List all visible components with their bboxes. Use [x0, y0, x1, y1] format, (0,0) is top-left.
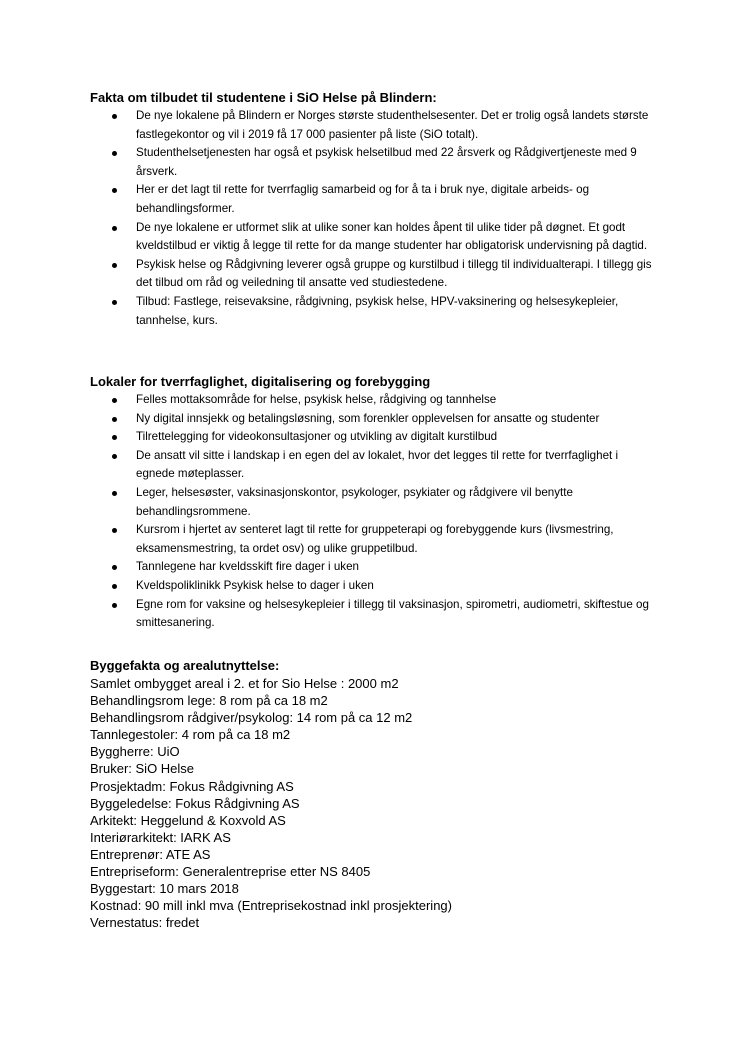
list-item: De nye lokalene på Blindern er Norges største studenthelsesenter. Det er trolig også landets største fastlegekontor og vil i 2019 få 17 000 pasienter på liste (SiO totalt). — [90, 107, 656, 144]
list-item: Leger, helsesøster, vaksinasjonskontor, psykologer, psykiater og rådgivere vil benytte behandlingsrommene. — [90, 484, 656, 521]
list-item: Felles mottaksområde for helse, psykisk helse, rådgiving og tannhelse — [90, 391, 656, 410]
fact-line: Kostnad: 90 mill inkl mva (Entreprisekostnad inkl prosjektering) — [90, 898, 452, 914]
list-item: De ansatt vil sitte i landskap i en egen del av lokalet, hvor det legges til rette for tverrfaglighet i egnede møteplasser. — [90, 447, 656, 484]
fact-line: Entrepriseform: Generalentreprise etter NS 8405 — [90, 864, 371, 880]
list-item: Her er det lagt til rette for tverrfaglig samarbeid og for å ta i bruk nye, digitale arbeids- og behandlingsformer. — [90, 181, 656, 218]
fact-line: Byggherre: UiO — [90, 744, 180, 760]
section-heading: Lokaler for tverrfaglighet, digitalisering og forebygging — [90, 374, 431, 389]
fact-line: Prosjektadm: Fokus Rådgivning AS — [90, 778, 294, 794]
fact-line: Byggestart: 10 mars 2018 — [90, 881, 239, 897]
list-item: Psykisk helse og Rådgivning leverer også gruppe og kurstilbud i tillegg til individualterapi. I tillegg gis det tilbud om råd og veiledning til ansatte ved studiestedene. — [90, 256, 656, 293]
list-item: Kursrom i hjertet av senteret lagt til rette for gruppeterapi og forebyggende kurs (livsmestring, eksamensmestring, ta ordet osv) og ulike gruppetilbud. — [90, 521, 656, 558]
list-item: Tannlegene har kveldsskift fire dager i uken — [90, 558, 656, 577]
fact-line: Vernestatus: fredet — [90, 915, 200, 931]
fact-line: Bruker: SiO Helse — [90, 761, 195, 777]
list-item: Tilbud: Fastlege, reisevaksine, rådgivning, psykisk helse, HPV-vaksinering og helsesykepleier, tannhelse, kurs. — [90, 293, 656, 330]
section-heading: Fakta om tilbudet til studentene i SiO Helse på Blindern: — [90, 90, 437, 105]
list-item: Ny digital innsjekk og betalingsløsning, som forenkler opplevelsen for ansatte og studenter — [90, 410, 656, 429]
bullet-list — [90, 391, 670, 633]
section-heading: Byggefakta og arealutnyttelse: — [90, 658, 280, 673]
fact-line: Arkitekt: Heggelund & Koxvold AS — [90, 812, 286, 828]
section-facts-offer — [90, 89, 670, 330]
fact-line: Entreprenør: ATE AS — [90, 846, 211, 862]
fact-line: Interiørarkitekt: IARK AS — [90, 829, 231, 845]
list-item: Tilrettelegging for videokonsultasjoner og utvikling av digitalt kurstilbud — [90, 428, 656, 447]
fact-line: Behandlingsrom lege: 8 rom på ca 18 m2 — [90, 693, 328, 709]
fact-line: Tannlegestoler: 4 rom på ca 18 m2 — [90, 727, 291, 743]
bullet-list — [90, 107, 670, 330]
section-building-facts — [90, 657, 670, 931]
list-item: De nye lokalene er utformet slik at ulike soner kan holdes åpent til ulike tider på døgnet. Et godt kveldstilbud er viktig å legge til rette for da mange studenter har obligatorisk undervisning på dagtid. — [90, 219, 656, 256]
list-item: Kveldspoliklinikk Psykisk helse to dager i uken — [90, 577, 656, 596]
section-premises — [90, 373, 670, 633]
fact-line: Samlet ombygget areal i 2. et for Sio Helse : 2000 m2 — [90, 676, 399, 691]
list-item: Studenthelsetjenesten har også et psykisk helsetilbud med 22 årsverk og Rådgivertjeneste med 9 årsverk. — [90, 144, 656, 181]
fact-line: Byggeledelse: Fokus Rådgivning AS — [90, 795, 300, 811]
list-item: Egne rom for vaksine og helsesykepleier i tillegg til vaksinasjon, spirometri, audiometri, skiftestue og smittesanering. — [90, 596, 656, 633]
fact-line: Behandlingsrom rådgiver/psykolog: 14 rom på ca 12 m2 — [90, 710, 413, 726]
